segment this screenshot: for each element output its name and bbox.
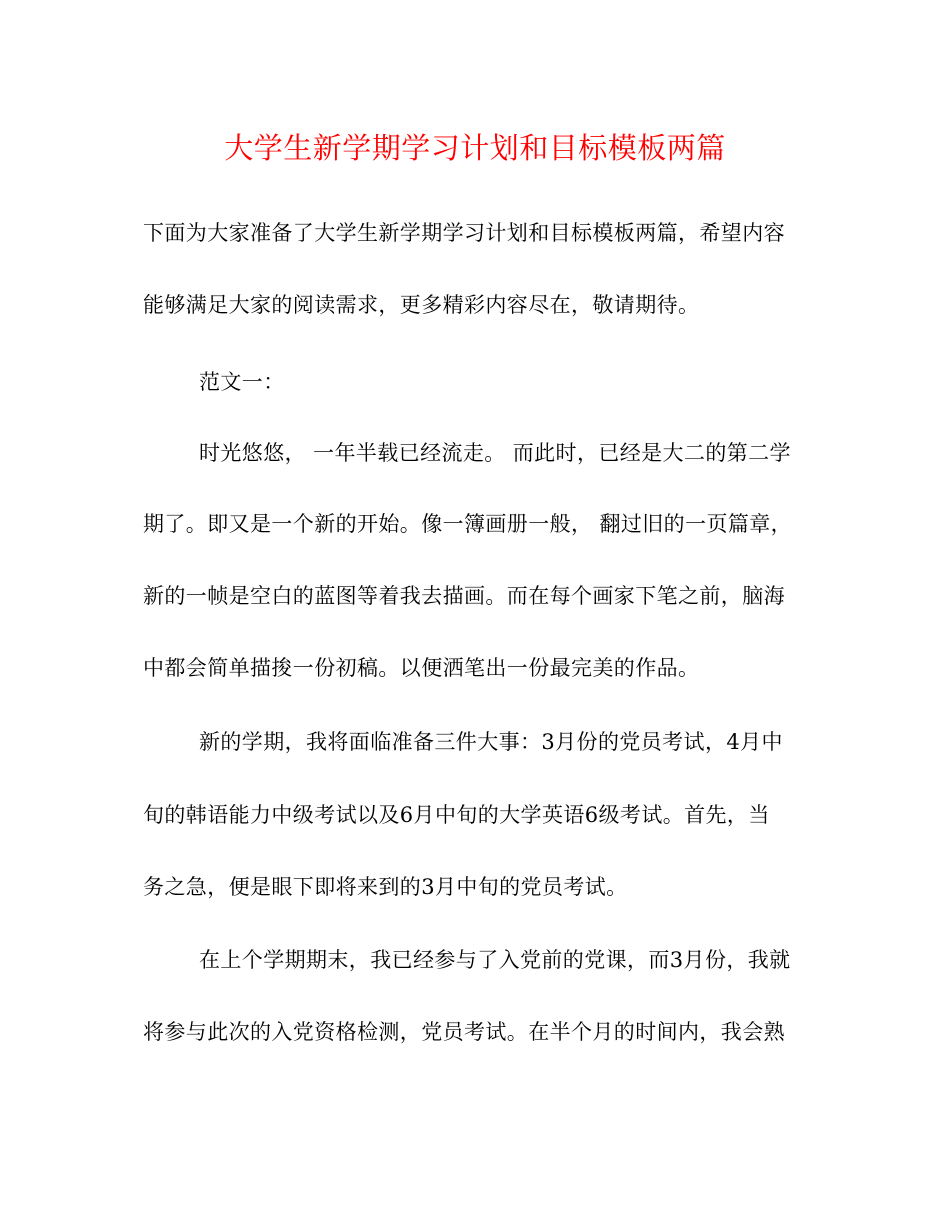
text-line: 范文一： [199,370,285,394]
text-line: 新的一帧是空白的蓝图等着我去描画。而在每个画家下笔之前，脑海 [143,584,785,608]
text-line: 能够满足大家的阅读需求，更多精彩内容尽在，敬请期待。 [143,293,700,317]
text-line: 时光悠悠， 一年半载已经流走。 而此时，已经是大二的第二学 [199,441,791,465]
text-line: 中都会简单描捘一份初稿。以便洒笔出一份最完美的作品。 [143,656,700,680]
document-title: 大学生新学期学习计划和目标模板两篇 [224,131,726,165]
text-line: 下面为大家准备了大学生新学期学习计划和目标模板两篇，希望内容 [143,221,785,245]
text-line: 旬的韩语能力中级考试以及6月中旬的大学英语6级考试。首先，当 [143,803,770,827]
text-line: 期了。即又是一个新的开始。像一簿画册一般， 翻过旧的一页篇章， [143,512,793,536]
text-line: 将参与此次的入党资格检测，党员考试。在半个月的时间内，我会熟 [143,1020,785,1044]
text-line: 务之急，便是眼下即将来到的3月中旬的党员考试。 [143,875,628,899]
text-line: 新的学期，我将面临准备三件大事：3月份的党员考试，4月中 [199,730,783,754]
text-line: 在上个学期期末，我已经参与了入党前的党课，而3月份，我就 [199,948,791,972]
